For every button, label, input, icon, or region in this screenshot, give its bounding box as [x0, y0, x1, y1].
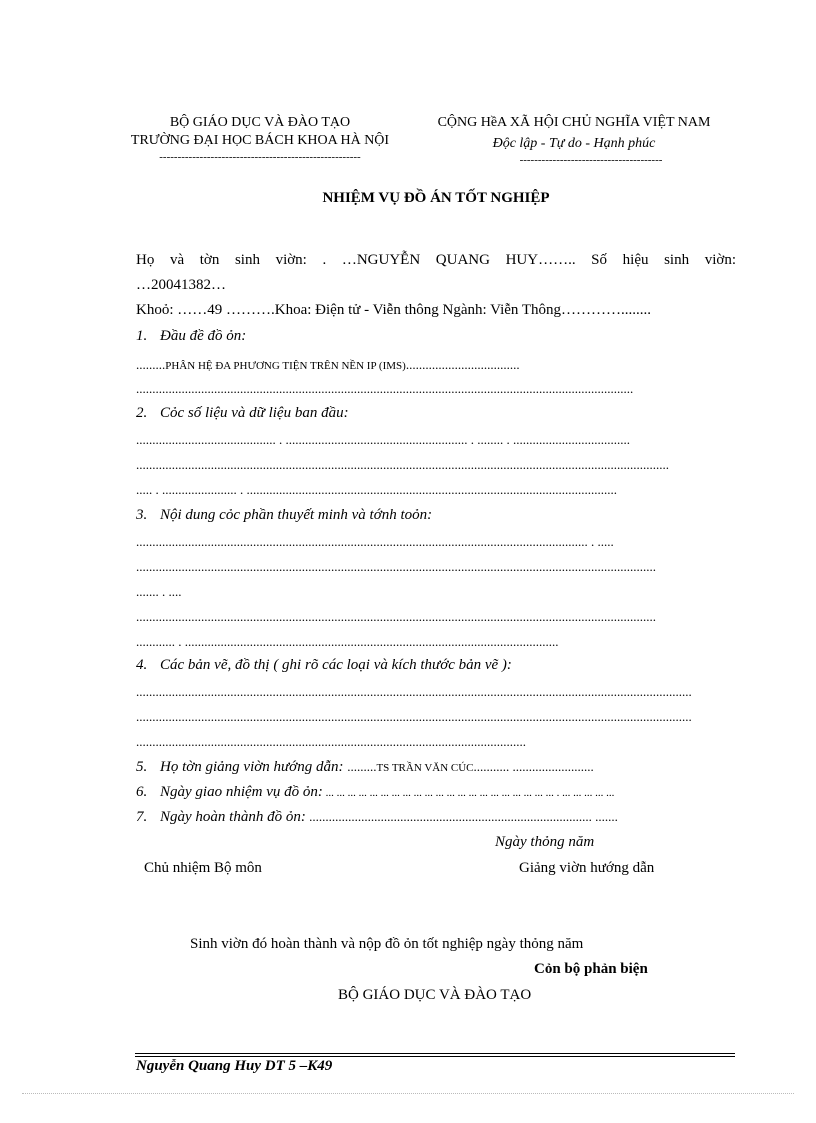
section-1-title: Đầu đề đồ ỏn:: [160, 328, 247, 344]
section-2-title: Cỏc số liệu và dữ liệu ban đầu:: [160, 405, 349, 421]
signature-date-line: Ngày thỏng năm: [495, 834, 595, 850]
student-id-line: …20041382…: [136, 277, 226, 293]
reviewer-label: Cỏn bộ phản biện: [534, 961, 648, 977]
dots: .........: [136, 357, 166, 372]
section-6-number: 6.: [136, 784, 148, 800]
section-6-title: Ngày giao nhiệm vụ đồ ỏn:: [160, 784, 323, 800]
section-5-title: Họ tờn giảng viờn hướng dẫn:: [160, 759, 344, 775]
section-3-blank-line: ................................................................................................................................................................: [136, 559, 656, 574]
section-2-number: 2.: [136, 405, 148, 421]
section-1-blank-line: .........................................................................................................................................................: [136, 381, 634, 396]
section-5-number: 5.: [136, 759, 148, 775]
section-3-blank-line: ....... . ....: [136, 584, 182, 599]
section-5-line: [160, 759, 594, 776]
course-line: Khoỏ: ……49 ……….Khoa: Điện tử - Viễn thông Ngành: Viễn Thông…………........: [136, 302, 652, 318]
footer-rule: [135, 1053, 735, 1054]
page-bottom-border: [22, 1093, 794, 1094]
section-3-blank-line: ............ . ...................................................................................................................: [136, 634, 559, 649]
section-7-number: 7.: [136, 809, 148, 825]
section-7-title: Ngày hoàn thành đồ ỏn:: [160, 809, 306, 825]
section-1-topic-line: [136, 357, 520, 373]
submission-line: Sinh viờn đó hoàn thành và nộp đồ ỏn tốt nghiệp ngày thỏng năm: [190, 936, 584, 952]
supervisor-label: Giảng viờn hướng dẫn: [519, 860, 655, 876]
section-3-title: Nội dung cỏc phần thuyết minh và tớnh toỏn:: [160, 507, 433, 523]
national-motto: Độc lập - Tự do - Hạnh phúc: [492, 136, 656, 151]
section-4-number: 4.: [136, 657, 148, 673]
right-header-rule: ---------------------------------------: [519, 154, 663, 166]
section-3-blank-line: ................................................................................................................................................................: [136, 609, 656, 624]
assign-date-blank: ... ... ... ... ... ... ... ... ... ... ... ... ... ... ... ... ... ... ... ... ... . ... ... ... ... ...: [322, 787, 615, 799]
section-7-line: [160, 809, 720, 826]
left-header-rule: -------------------------------------------------------: [159, 151, 361, 163]
dots: ...................................: [405, 357, 520, 372]
thesis-topic: PHÂN HỆ ĐA PHƯƠNG TIỆN TRÊN NỀN IP (IMS): [165, 360, 406, 372]
dots: .........: [347, 759, 377, 774]
footer-ministry-name: BỘ GIÁO DỤC VÀ ĐÀO TẠO: [338, 987, 532, 1003]
department-head-label: Chủ nhiệm Bộ môn: [144, 860, 262, 876]
student-name-line: Họ và tờn sinh viờn: . …NGUYỄN QUANG HUY…….. Số hiệu sinh viờn:: [136, 252, 736, 268]
section-2-blank-line: ..... . ....................... . ..................................................................................................................: [136, 482, 617, 497]
dots: ........... .........................: [473, 759, 594, 774]
section-2-blank-line: ....................................................................................................................................................................: [136, 457, 669, 472]
section-1-number: 1.: [136, 328, 148, 344]
section-3-number: 3.: [136, 507, 148, 523]
university-name: TRƯỜNG ĐẠI HỌC BÁCH KHOA HÀ NỘI: [130, 133, 390, 148]
section-2-blank-line: ........................................... . ........................................................ . ........ . ....................................: [136, 432, 630, 447]
supervisor-name: TS TRẦN VĂN CÚC: [376, 762, 474, 774]
section-4-blank-line: ...........................................................................................................................................................................: [136, 684, 692, 699]
section-4-blank-line: ........................................................................................................................: [136, 734, 526, 749]
section-4-title: Các bản vẽ, đồ thị ( ghi rõ các loại và kích thước bản vẽ ):: [160, 657, 512, 673]
section-6-line: [160, 784, 614, 801]
section-3-blank-line: ........................................................................................................................................... . .....: [136, 534, 614, 549]
footer-author: Nguyễn Quang Huy DT 5 –K49: [136, 1058, 333, 1074]
page-title: NHIỆM VỤ ĐỒ ÁN TỐT NGHIỆP: [322, 190, 550, 206]
section-4-blank-line: ...........................................................................................................................................................................: [136, 709, 692, 724]
republic-name: CỘNG HềA XÃ HỘI CHỦ NGHĨA VIỆT NAM: [437, 115, 711, 130]
footer-rule: [135, 1056, 735, 1057]
complete-date-blank: ....................................................................................... .......: [305, 809, 618, 824]
ministry-name: BỘ GIÁO DỤC VÀ ĐÀO TẠO: [169, 115, 351, 130]
